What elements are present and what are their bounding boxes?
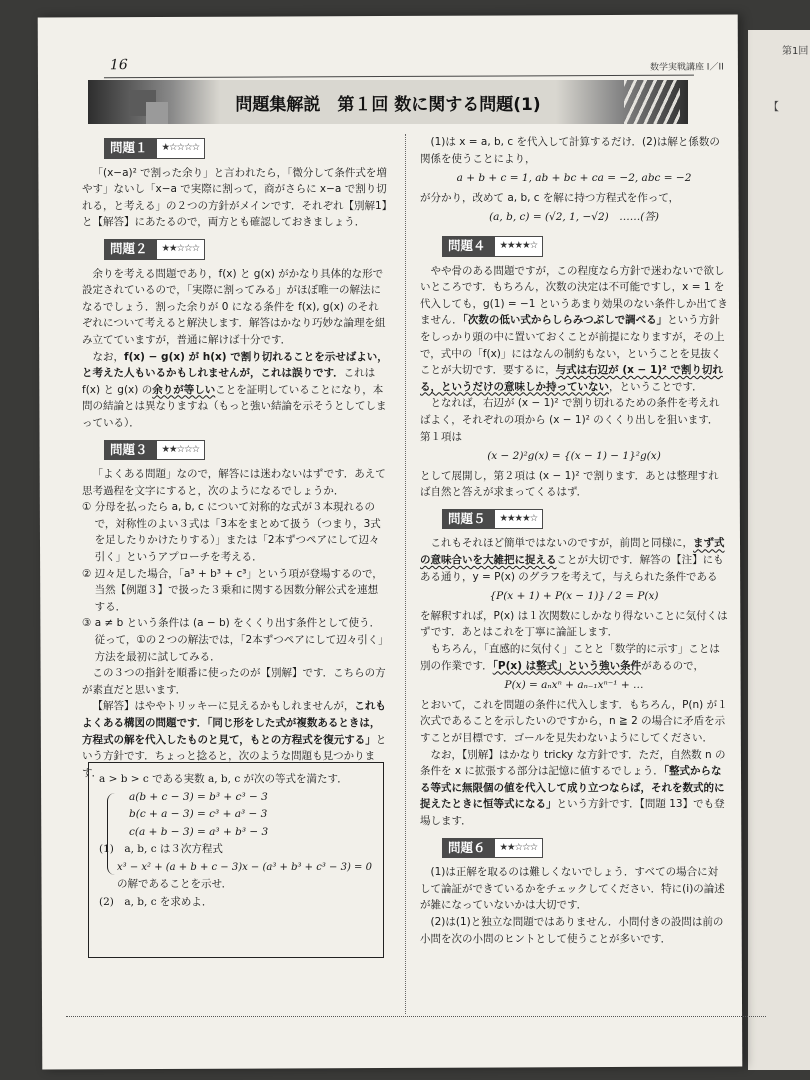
problem-5-heading bbox=[442, 509, 728, 530]
text: もちろん，「直感的に気付く」ことと「数学的に示す」ことは別の作業です． bbox=[420, 643, 720, 672]
problem-1-heading bbox=[104, 138, 388, 159]
bold-text: 「整式からなる等式に無限個の値を代入して成り立つならば，それを数式的に捉えたときに恒等式になる」 bbox=[420, 765, 725, 811]
box-statement: a > b > c である実数 a, b, c が次の等式を満たす． bbox=[99, 773, 348, 785]
problem-5-body-4: とおいて，これを問題の条件に代入します．もちろん，P(n) が１次式であることを示したいのですから，n ≧ 2 の場合に矛盾を示すことが目標です．ゴールを見失わないようにしてください． bbox=[420, 698, 728, 744]
answer-formula: (a, b, c) = (√2, 1, −√2) ……(答) bbox=[489, 211, 659, 224]
polynomial-formula: P(x) = aₙxⁿ + aₙ₋₁xⁿ⁻¹ + … bbox=[504, 679, 644, 692]
problem-2-note bbox=[82, 349, 388, 432]
difficulty-stars: ★★☆☆☆ bbox=[494, 838, 544, 859]
left-column bbox=[82, 134, 388, 781]
text: ことが大切です．解答の【注】にもある通り，y = P(x) のグラフを考えて，与えられた条件である bbox=[420, 554, 724, 583]
vieta-relations: a + b + c = 1, ab + bc + ca = −2, abc = −2 bbox=[456, 172, 692, 185]
problem-label: 問題２ bbox=[104, 239, 156, 260]
problem-5-body-5 bbox=[420, 747, 728, 830]
next-page-fragment: 【 bbox=[768, 100, 779, 113]
text: なお，【別解】はかなり tricky な方針です．ただ，自然数 n の条件を x に拡張する部分は記憶に値するでしょう． bbox=[420, 748, 726, 778]
next-page-edge bbox=[748, 30, 810, 1070]
example-problem-box bbox=[88, 762, 384, 958]
text: なお， bbox=[92, 350, 124, 363]
problem-1-body: 「(x−a)² で割った余り」と言われたら，「微分して条件式を増やす」ないし「x−a で実際に割って，商がさらに x−a で割り切れる，と考える」の２つの方針がメインです．それぞれ【別解1】と【解答】にあたるので，両方とも確認しておきましょう． bbox=[82, 166, 387, 229]
next-page-number: 第1回 bbox=[782, 46, 809, 57]
box-equation-2: b(c + a − 3) = c³ + a³ − 3 bbox=[129, 808, 268, 820]
box-equation-1: a(b + c − 3) = b³ + c³ − 3 bbox=[129, 790, 268, 803]
title-banner bbox=[88, 80, 688, 124]
bold-text: これもよくある構図の問題です．「同じ形をした式が複数あるときは，方程式の解を代入したものと見て，もとの方程式を復元する」 bbox=[82, 700, 386, 746]
text: これもそれほど簡単ではないのですが，前問と同様に， bbox=[430, 537, 693, 550]
problem-3-heading bbox=[104, 440, 388, 461]
difficulty-stars: ★★★★☆ bbox=[494, 509, 544, 530]
footer-rule bbox=[66, 1016, 766, 1017]
text: という方針です．【問題 13】でも登場します． bbox=[420, 798, 725, 827]
guideline-1: ① 分母を払ったら a, b, c について対称的な式が３本現れるので，対称性のよい３式は「3本をまとめて扱う（つまり，3式を足したりかけたりする）」または「2本ずつペアにして辺々引く」というアプローチを考える． bbox=[82, 501, 381, 564]
page-number: 16 bbox=[109, 57, 128, 74]
right-column bbox=[420, 134, 728, 947]
problem-5-body-3 bbox=[420, 641, 728, 674]
underlined-text: 「P(x) は整式」という強い条件 bbox=[492, 659, 642, 672]
problem-6-body-2: (2)は(1)と独立な問題ではありません．小問付きの設問は前の小問を次の小問のヒントとして使うことが多いです． bbox=[420, 915, 724, 945]
problem-2-body: 余りを考える問題であり，f(x) と g(x) がかなり具体的な形で設定されているので，「実際に割ってみる」がほぼ唯一の解法になるでしょう．割った余りが 0 になる条件を f(x), g(x) のそれぞれについて考えると解決します．解答はかなり巧妙な論理を組み立てていますが，普通に解けば十分です． bbox=[82, 267, 386, 346]
expansion-formula: (x − 2)²g(x) = {(x − 1) − 1}²g(x) bbox=[487, 450, 661, 463]
text: ，ということです． bbox=[609, 380, 703, 393]
guideline-2: ② 辺々足した場合，「a³ + b³ + c³」という項が登場するので，当然【例題３】で扱った３乗和に関する因数分解公式を連想する． bbox=[82, 567, 383, 613]
difficulty-stars: ★★★★☆ bbox=[494, 236, 544, 257]
text: という方針をしっかり頭の中に置いておくことが前提になりますが，その上で，式中の「f(x)」にはなんの制約もない，ということを見抜くことが大切です．要するに， bbox=[420, 314, 725, 377]
column-divider bbox=[405, 134, 406, 1014]
difficulty-stars: ★★☆☆☆ bbox=[156, 239, 206, 260]
condition-formula: {P(x + 1) + P(x − 1)} / 2 = P(x) bbox=[489, 590, 659, 603]
system-brace bbox=[107, 793, 116, 875]
text: やや骨のある問題ですが，この程度なら方針で迷わないで欲しいところです．もちろん，次数の決定は不可能ですし，x = 1 を代入しても，g(1) = −1 というあまり効果のない条件しか出てきません． bbox=[420, 264, 728, 327]
problem-3-continued-2: が分かり，改めて a, b, c を解に持つ方程式を作って， bbox=[420, 191, 680, 204]
difficulty-stars: ★★☆☆☆ bbox=[156, 440, 206, 461]
text: ことを証明していることになり，本問の結論とは異なりますね（もっと強い結論を示そうとしてしまっている）． bbox=[82, 383, 387, 429]
box-question-1: (1) a, b, c は３次方程式 bbox=[99, 843, 223, 855]
header-rule bbox=[104, 75, 694, 79]
bold-text: f(x) − g(x) が h(x) で割り切れることを示せばよい，と考えた人もいるかもしれませんが，これは誤りです． bbox=[82, 350, 388, 380]
difficulty-stars: ★☆☆☆☆ bbox=[156, 138, 206, 159]
text: 【解答】はややトリッキーに見えるかもしれませんが， bbox=[92, 700, 355, 713]
problem-label: 問題１ bbox=[104, 138, 156, 159]
problem-label: 問題４ bbox=[442, 236, 494, 257]
problem-6-heading bbox=[442, 838, 728, 859]
problem-3-intro: 「よくある問題」なので，解答には迷わないはずです．あえて思考過程を文字にすると，次のようになるでしょうか． bbox=[82, 468, 386, 497]
running-head: 数学実戦講座 I／II bbox=[649, 62, 724, 73]
problem-6-body: (1)は正解を取るのは難しくないでしょう．すべての場合に対して論証ができているかをチェックしてください．特に(i)の論述が雑になっていないかは大切です． bbox=[420, 866, 725, 912]
underlined-text: まず式の意味合いを大雑把に捉える bbox=[420, 537, 725, 567]
problem-label: 問題３ bbox=[104, 440, 156, 461]
box-question-1-end: の解であることを示せ． bbox=[117, 878, 233, 890]
box-equation-3: c(a + b − 3) = a³ + b³ − 3 bbox=[129, 825, 269, 838]
underlined-text: 与式は右辺が (x − 1)² で割り切れる，というだけの意味しか持っていない bbox=[420, 364, 723, 393]
problem-4-body bbox=[420, 263, 728, 396]
bold-text: 「次数の低い式からしらみつぶしで調べる」 bbox=[462, 314, 668, 327]
text: これは f(x) と g(x) の bbox=[82, 367, 376, 396]
problem-4-body-2: となれば，右辺が (x − 1)² で割り切れるための条件を考えればよく，それぞれの項から (x − 1)² のくくり出しを狙います．第１項は bbox=[420, 397, 720, 443]
box-cubic-equation: x³ − x² + (a + b + c − 3)x − (a³ + b³ + c³ − 3) = 0 bbox=[117, 861, 372, 873]
problem-3-note-1: この３つの指針を順番に使ったのが【別解】です．こちらの方が素直だと思います． bbox=[82, 667, 386, 696]
page-title: 問題集解説 第１回 数に関する問題(1) bbox=[235, 95, 541, 115]
guideline-3: ③ a ≠ b という条件は (a − b) をくくり出す条件として使う．従って，①の２つの解法では，「2本ずつペアにして辺々引く」方法を最初に試してみる． bbox=[82, 617, 384, 663]
problem-5-body-2: を解釈すれば，P(x) は１次関数にしかなり得ないことに気付くはずです．あとはこれを丁寧に論証します． bbox=[420, 609, 728, 639]
text: があるので， bbox=[641, 659, 704, 672]
problem-2-heading bbox=[104, 239, 388, 260]
box-question-2: (2) a, b, c を求めよ． bbox=[99, 895, 213, 908]
underlined-text: 余りが等しい bbox=[152, 383, 216, 396]
text: という方針です．ちょっと捻ると，次のような問題も見つかります． bbox=[82, 733, 387, 779]
problem-4-heading bbox=[442, 236, 728, 257]
problem-label: 問題６ bbox=[442, 838, 494, 859]
problem-label: 問題５ bbox=[442, 509, 494, 530]
problem-3-continued: (1)は x = a, b, c を代入して計算するだけ．(2)は解と係数の関係を使うことにより， bbox=[420, 136, 720, 165]
problem-5-body bbox=[420, 535, 728, 585]
problem-4-body-3: として展開し，第２項は (x − 1)² で割ります．あとは整理すれば自然と答えが求まってくるはず． bbox=[420, 469, 719, 499]
